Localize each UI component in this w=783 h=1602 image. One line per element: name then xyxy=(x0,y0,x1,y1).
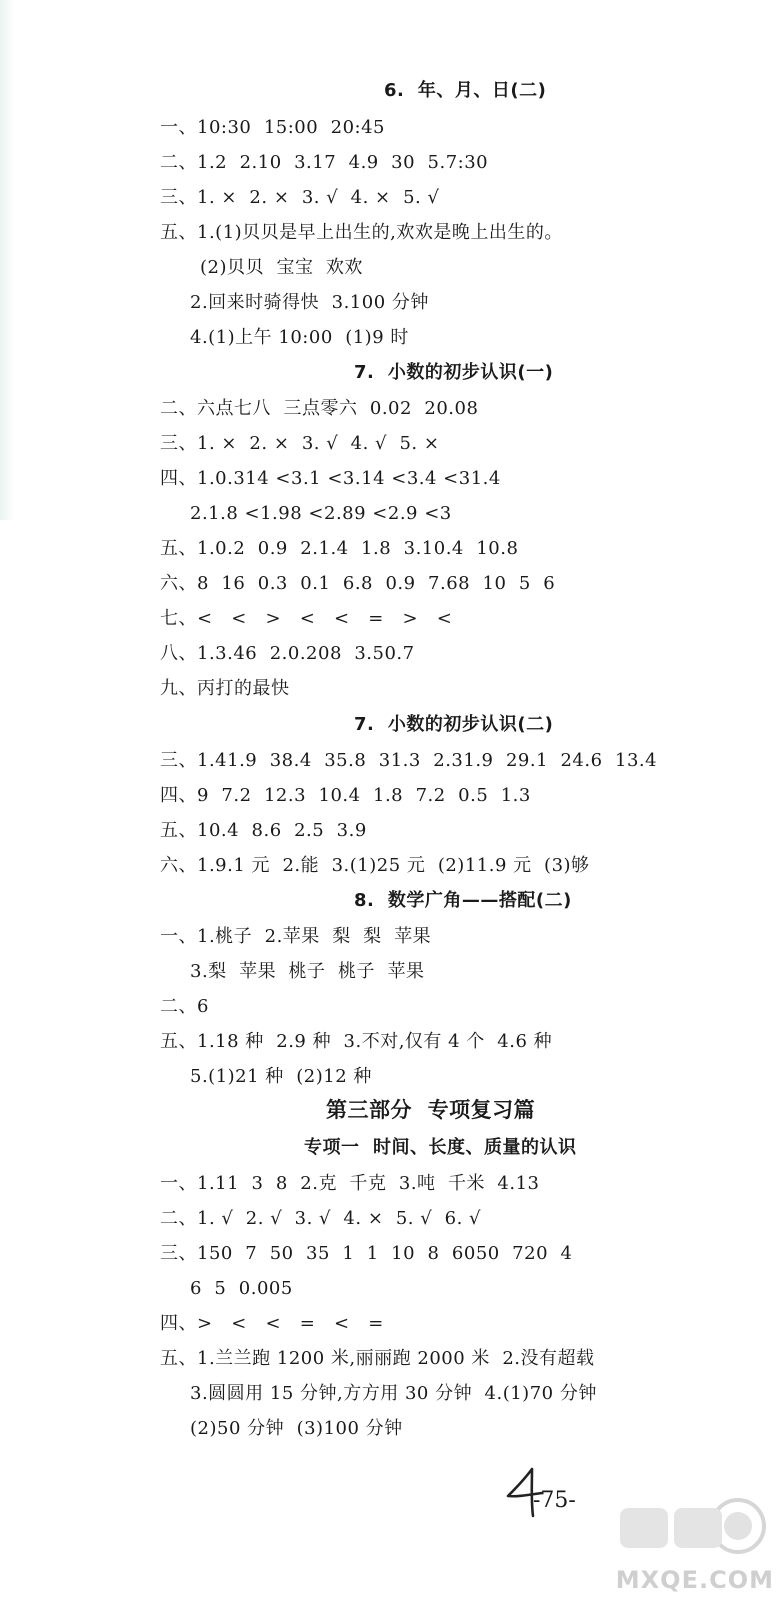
section-heading: 7. 小数的初步认识(一) xyxy=(354,362,554,383)
answer-line: 三、1. × 2. × 3. √ 4. √ 5. × xyxy=(160,433,440,454)
answer-line: 5.(1)21 种 (2)12 种 xyxy=(190,1066,372,1087)
part-heading: 第三部分 专项复习篇 xyxy=(326,1098,536,1122)
answer-line: 3.圆圆用 15 分钟,方方用 30 分钟 4.(1)70 分钟 xyxy=(190,1383,597,1404)
answer-line: 五、10.4 8.6 2.5 3.9 xyxy=(160,820,367,841)
answer-line: 一、1.11 3 8 2.克 千克 3.吨 千米 4.13 xyxy=(160,1173,540,1194)
answer-line: 一、10:30 15:00 20:45 xyxy=(160,117,386,138)
answer-line: 六、1.9.1 元 2.能 3.(1)25 元 (2)11.9 元 (3)够 xyxy=(160,855,590,876)
page-number: -75- xyxy=(533,1488,576,1513)
watermark-logo xyxy=(600,1488,780,1598)
answer-line: 五、1.0.2 0.9 2.1.4 1.8 3.10.4 10.8 xyxy=(160,538,519,559)
answer-line: 三、1. × 2. × 3. √ 4. × 5. √ xyxy=(160,187,440,208)
answer-line: 二、1.2 2.10 3.17 4.9 30 5.7:30 xyxy=(160,152,489,173)
answer-line: (2)50 分钟 (3)100 分钟 xyxy=(190,1418,403,1439)
answer-line: 六、8 16 0.3 0.1 6.8 0.9 7.68 10 5 6 xyxy=(160,573,556,594)
answer-line: 四、1.0.314 <3.1 <3.14 <3.4 <31.4 xyxy=(160,468,501,489)
answer-line: 四、> < < = < = xyxy=(160,1313,384,1334)
answer-line: 四、9 7.2 12.3 10.4 1.8 7.2 0.5 1.3 xyxy=(160,785,531,806)
answer-line: 八、1.3.46 2.0.208 3.50.7 xyxy=(160,643,415,664)
section-heading: 7. 小数的初步认识(二) xyxy=(354,714,554,735)
answer-line: 2.回来时骑得快 3.100 分钟 xyxy=(190,292,429,313)
answer-line: 3.梨 苹果 桃子 桃子 苹果 xyxy=(190,961,425,982)
answer-line: 二、六点七八 三点零六 0.02 20.08 xyxy=(160,398,479,419)
answer-line: 6 5 0.005 xyxy=(190,1278,293,1299)
answer-line: 一、1.桃子 2.苹果 梨 梨 苹果 xyxy=(160,926,432,947)
watermark-text: MXQE.COM xyxy=(615,1566,774,1594)
answer-line: 二、1. √ 2. √ 3. √ 4. × 5. √ 6. √ xyxy=(160,1208,482,1229)
answer-line: 2.1.8 <1.98 <2.89 <2.9 <3 xyxy=(190,503,452,524)
answer-line: 九、丙打的最快 xyxy=(160,678,290,699)
answer-line: (2)贝贝 宝宝 欢欢 xyxy=(200,257,363,278)
answer-line: 五、1.18 种 2.9 种 3.不对,仅有 4 个 4.6 种 xyxy=(160,1031,553,1052)
answer-line: 五、1.兰兰跑 1200 米,丽丽跑 2000 米 2.没有超载 xyxy=(160,1348,595,1369)
section-heading: 6. 年、月、日(二) xyxy=(384,80,547,101)
answer-line: 二、6 xyxy=(160,996,209,1017)
answer-line: 4.(1)上午 10:00 (1)9 时 xyxy=(190,327,409,348)
answer-line: 三、150 7 50 35 1 1 10 8 6050 720 4 xyxy=(160,1243,573,1264)
answer-line: 三、1.41.9 38.4 35.8 31.3 2.31.9 29.1 24.6 13.4 xyxy=(160,750,658,771)
section-heading: 专项一 时间、长度、质量的认识 xyxy=(304,1137,577,1158)
answer-line: 五、1.(1)贝贝是早上出生的,欢欢是晚上出生的。 xyxy=(160,222,563,243)
answer-line: 七、< < > < < = > < xyxy=(160,608,453,629)
section-heading: 8. 数学广角——搭配(二) xyxy=(354,890,572,911)
